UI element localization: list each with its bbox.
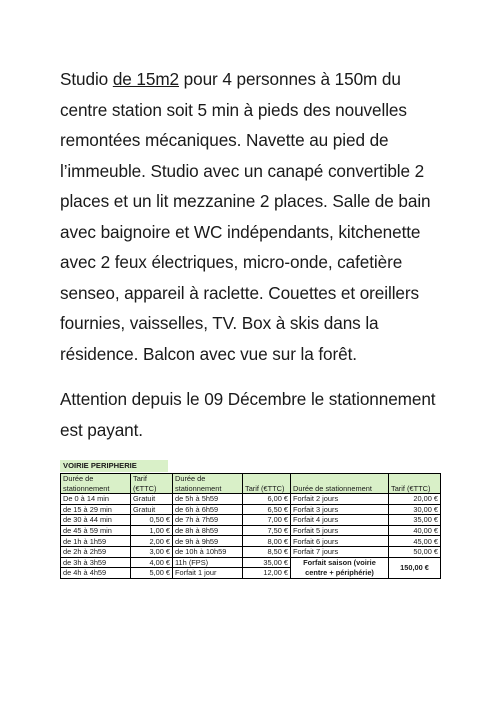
table-cell: de 6h à 6h59 (173, 504, 243, 515)
table-cell: De 0 à 14 min (61, 494, 131, 505)
forfait-saison-label: Forfait saison (voirie centre + périphérie) (291, 557, 389, 578)
table-cell: 12,00 € (243, 568, 291, 579)
description-body: pour 4 personnes à 150m du centre station soit 5 min à pieds des nouvelles remontées mécaniques. Navette au pied de l’immeuble. Studio avec un canapé convertible 2 places et un lit mezzanine 2 places. Salle de bain avec baignoire et WC indépendants, kitchenette avec 2 feux électriques, micro-onde, cafetière senseo, appareil à raclette. Couettes et oreillers fournies, vaisselles, TV. Box à skis dans la résidence. Balcon avec vue sur la forêt. (60, 69, 431, 364)
table-cell: Forfait 6 jours (291, 536, 389, 547)
table-cell: de 15 à 29 min (61, 504, 131, 515)
table-row (61, 546, 441, 557)
table-cell: Forfait 7 jours (291, 546, 389, 557)
header-duree-2: Durée de stationnement (173, 474, 243, 494)
table-cell: 35,00 € (389, 515, 441, 526)
table-cell: 45,00 € (389, 536, 441, 547)
table-row (61, 494, 441, 505)
table-cell: 1,00 € (131, 525, 173, 536)
table-cell: Forfait 4 jours (291, 515, 389, 526)
table-row (61, 557, 441, 568)
table-header-row (61, 474, 441, 494)
table-cell: Gratuit (131, 504, 173, 515)
table-cell: 3,00 € (131, 546, 173, 557)
table-cell: de 1h à 1h59 (61, 536, 131, 547)
table-cell: Forfait 5 jours (291, 525, 389, 536)
header-tarif-2: Tarif (€TTC) (243, 474, 291, 494)
table-cell: Forfait 1 jour (173, 568, 243, 579)
table-row (61, 536, 441, 547)
forfait-saison-price: 150,00 € (389, 557, 441, 578)
table-cell: 4,00 € (131, 557, 173, 568)
table-cell: 50,00 € (389, 546, 441, 557)
table-row (61, 515, 441, 526)
table-cell: de 30 à 44 min (61, 515, 131, 526)
table-cell: 7,00 € (243, 515, 291, 526)
table-cell: de 2h à 2h59 (61, 546, 131, 557)
table-cell: 8,50 € (243, 546, 291, 557)
table-cell: 2,00 € (131, 536, 173, 547)
table-cell: 8,00 € (243, 536, 291, 547)
table-title: VOIRIE PERIPHERIE (60, 460, 168, 472)
description-prefix: Studio (60, 69, 113, 89)
table-cell: de 10h à 10h59 (173, 546, 243, 557)
header-duree-1: Durée de stationnement (61, 474, 131, 494)
table-cell: de 9h à 9h59 (173, 536, 243, 547)
table-cell: de 45 à 59 min (61, 525, 131, 536)
table-cell: 11h (FPS) (173, 557, 243, 568)
table-cell: 6,00 € (243, 494, 291, 505)
header-tarif-3: Tarif (€TTC) (389, 474, 441, 494)
table-cell: de 8h à 8h59 (173, 525, 243, 536)
table-cell: 5,00 € (131, 568, 173, 579)
parking-notice: Attention depuis le 09 Décembre le stationnement est payant. (60, 389, 436, 440)
table-body (61, 474, 441, 579)
table-cell: Forfait 3 jours (291, 504, 389, 515)
table-cell: de 4h à 4h59 (61, 568, 131, 579)
table-cell: 0,50 € (131, 515, 173, 526)
table-cell: de 3h à 3h59 (61, 557, 131, 568)
header-duree-3: Durée de stationnement (291, 474, 389, 494)
table-cell: Forfait 2 jours (291, 494, 389, 505)
table-cell: 7,50 € (243, 525, 291, 536)
description-paragraph (60, 64, 450, 369)
table-cell: 35,00 € (243, 557, 291, 568)
table-row (61, 525, 441, 536)
table-row (61, 504, 441, 515)
table-cell: 40,00 € (389, 525, 441, 536)
header-tarif-1: Tarif (€TTC) (131, 474, 173, 494)
table-cell: 30,00 € (389, 504, 441, 515)
studio-size: de 15m2 (112, 69, 179, 89)
parking-tariff-table (60, 473, 441, 579)
table-cell: Gratuit (131, 494, 173, 505)
parking-tariff-table-section (60, 455, 440, 579)
table-cell: de 5h à 5h59 (173, 494, 243, 505)
table-cell: 20,00 € (389, 494, 441, 505)
table-cell: 6,50 € (243, 504, 291, 515)
table-cell: de 7h à 7h59 (173, 515, 243, 526)
